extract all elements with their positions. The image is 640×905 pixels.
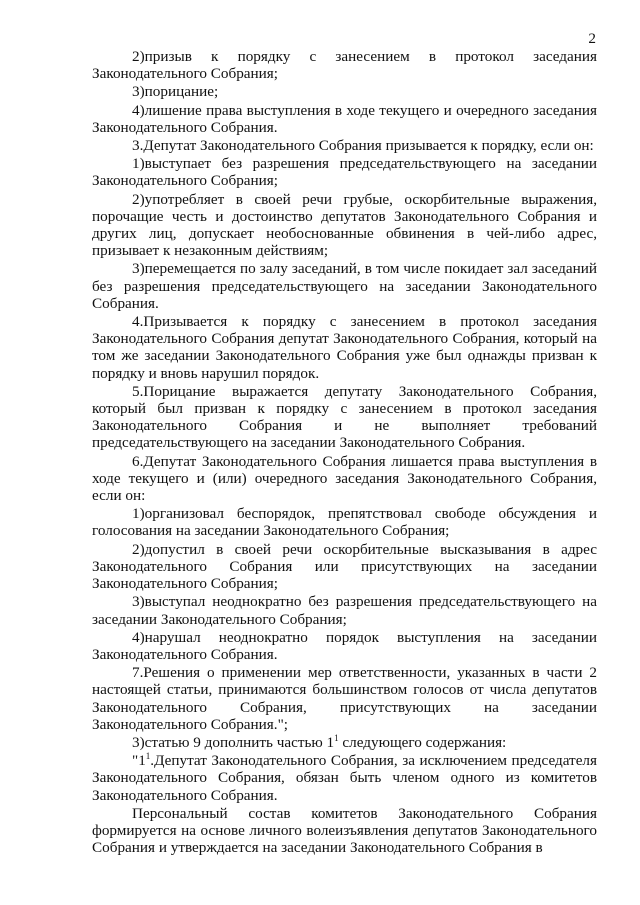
paragraph: 6.Депутат Законодательного Собрания лишается права выступления в ходе текущего и (или) очередного заседания Законодательного Собрания, если он: <box>92 452 597 505</box>
paragraph: 2)допустил в своей речи оскорбительные высказывания в адрес Законодательного Собрания или присутствующих на заседании Законодательного Собрания; <box>92 540 597 593</box>
page-number: 2 <box>588 30 596 47</box>
text-run: "1 <box>132 752 146 770</box>
paragraph: 4.Призывается к порядку с занесением в протокол заседания Законодательного Собрания депутат Законодательного Собрания, который на том же заседании Законодательного Собрания уже был однажды призван к порядку и вновь нарушил порядок. <box>92 313 597 382</box>
paragraph: Персональный состав комитетов Законодательного Собрания формируется на основе личного волеизъявления депутатов Законодательного Собрания и утверждается на заседании Законодательного Собрания в <box>92 804 597 857</box>
paragraph: 4)нарушал неоднократно порядок выступления на заседании Законодательного Собрания. <box>92 628 597 663</box>
paragraph: 3)порицание; <box>132 83 219 101</box>
paragraph-amendment-text <box>92 752 597 804</box>
text-run: следующего содержания: <box>338 733 507 751</box>
text-run: 3)статью 9 дополнить частью 1 <box>132 733 335 751</box>
paragraph: 7.Решения о применении мер ответственности, указанных в части 2 настоящей статьи, принимаются большинством голосов от числа депутатов Законодательного Собрания, присутствующих на заседании Законодательного Собрания."; <box>92 664 597 733</box>
paragraph: 2)употребляет в своей речи грубые, оскорбительные выражения, порочащие честь и достоинство депутатов Законодательного Собрания и других лиц, допускает необоснованные обвинения в чей-либо адрес, призывает к незаконным действиям; <box>92 190 597 260</box>
superscript: 1 <box>145 751 151 762</box>
paragraph: 3.Депутат Законодательного Собрания призывается к порядку, если он: <box>132 137 594 155</box>
paragraph-amendment-intro <box>92 734 597 751</box>
paragraph: 4)лишение права выступления в ходе текущего и очередного заседания Законодательного Собрания. <box>92 101 597 136</box>
paragraph: 3)выступал неоднократно без разрешения председательствующего на заседании Законодательного Собрания; <box>92 593 597 628</box>
paragraph: 1)выступает без разрешения председательствующего на заседании Законодательного Собрания; <box>92 155 597 190</box>
paragraph: 5.Порицание выражается депутату Законодательного Собрания, который был призван к порядку с занесением в протокол заседания Законодательного Собрания и не выполняет требований председательствующего на заседании Законодательного Собрания. <box>92 382 597 452</box>
superscript: 1 <box>334 732 339 743</box>
document-body <box>92 48 597 856</box>
paragraph: 3)перемещается по залу заседаний, в том числе покидает зал заседаний без разрешения председательствующего на заседании Законодательного Собрания. <box>92 260 597 312</box>
paragraph: 2)призыв к порядку с занесением в протокол заседания Законодательного Собрания; <box>92 48 597 83</box>
paragraph: 1)организовал беспорядок, препятствовал свободе обсуждения и голосования на заседании Законодательного Собрания; <box>92 505 597 540</box>
text-run: .Депутат Законодательного Собрания, за исключением председателя Законодательного Собрания, обязан быть членом одного из комитетов Законодательного Собрания. <box>92 752 597 804</box>
